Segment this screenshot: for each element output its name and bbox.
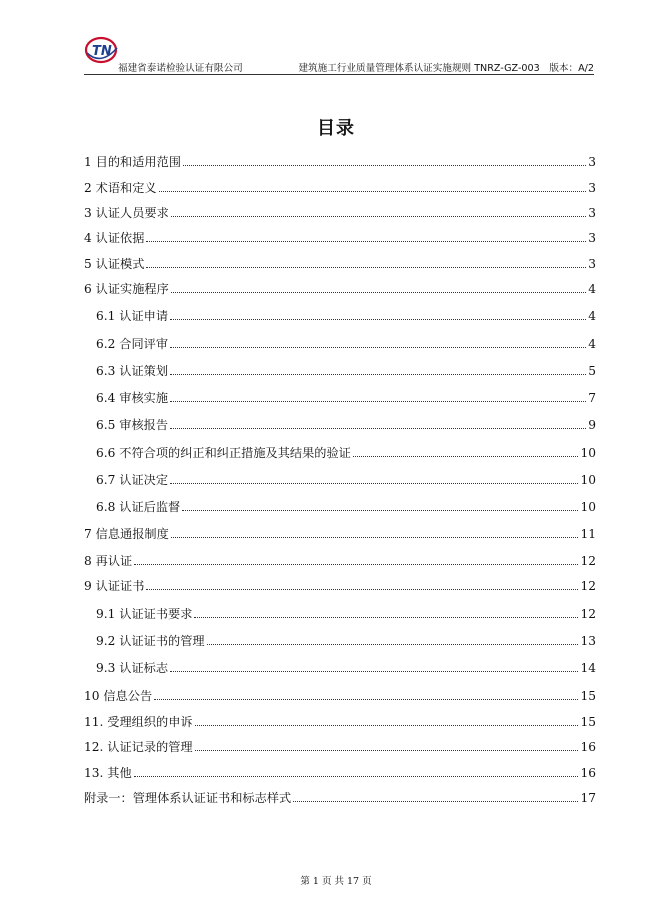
- toc-entry-page: 13: [580, 634, 596, 648]
- toc-dot-leader: [195, 725, 579, 726]
- toc-dot-leader: [293, 801, 578, 802]
- toc-entry[interactable]: [96, 497, 596, 515]
- toc-dot-leader: [182, 510, 578, 511]
- toc-dot-leader: [146, 267, 586, 268]
- toc-entry[interactable]: [84, 737, 596, 755]
- toc-dot-leader: [171, 216, 586, 217]
- page-header: [84, 36, 594, 76]
- toc-entry-page: 14: [580, 661, 596, 675]
- toc-entry-label: 6.2 合同评审: [96, 337, 169, 351]
- toc-entry-label: 9.1 认证证书要求: [96, 607, 193, 621]
- header-divider: [84, 74, 594, 75]
- toc-entry[interactable]: [84, 524, 596, 542]
- toc-entry-label: 1 目的和适用范围: [84, 155, 181, 169]
- toc-entry-page: 7: [588, 391, 596, 405]
- toc-entry-page: 11: [580, 527, 596, 541]
- toc-entry-page: 10: [580, 500, 596, 514]
- toc-dot-leader: [195, 750, 579, 751]
- toc-dot-leader: [194, 617, 578, 618]
- toc-entry[interactable]: [84, 178, 596, 196]
- toc-entry-label: 6.6 不符合项的纠正和纠正措施及其结果的验证: [96, 446, 351, 460]
- toc-entry-page: 10: [580, 446, 596, 460]
- toc-entry-page: 17: [580, 791, 596, 805]
- toc-entry[interactable]: [96, 388, 596, 406]
- toc-entry-label: 12. 认证记录的管理: [84, 740, 193, 754]
- toc-dot-leader: [353, 456, 579, 457]
- toc-dot-leader: [170, 319, 586, 320]
- toc-entry-page: 16: [580, 740, 596, 754]
- toc-entry-label: 8 再认证: [84, 554, 133, 568]
- toc-entry-label: 6.1 认证申请: [96, 309, 169, 323]
- toc-entry[interactable]: [84, 254, 596, 272]
- toc-dot-leader: [171, 292, 586, 293]
- page-footer: 第 1 页 共 17 页: [300, 876, 372, 887]
- toc-dot-leader: [154, 699, 578, 700]
- toc-entry[interactable]: [84, 279, 596, 297]
- toc-entry[interactable]: [96, 334, 596, 352]
- toc-entry[interactable]: [96, 415, 596, 433]
- toc-entry-label: 7 信息通报制度: [84, 527, 169, 541]
- toc-entry-label: 10 信息公告: [84, 689, 153, 703]
- toc-entry-label: 6 认证实施程序: [84, 282, 169, 296]
- toc-entry-page: 3: [588, 206, 596, 220]
- toc-entry-label: 2 术语和定义: [84, 181, 157, 195]
- toc-entry-page: 12: [580, 554, 596, 568]
- toc-dot-leader: [134, 564, 578, 565]
- toc-dot-leader: [159, 191, 587, 192]
- toc-dot-leader: [171, 537, 579, 538]
- toc-entry-label: 3 认证人员要求: [84, 206, 169, 220]
- toc-entry[interactable]: [96, 443, 596, 461]
- toc-entry-label: 9.2 认证证书的管理: [96, 634, 205, 648]
- toc-entry-page: 4: [588, 309, 596, 323]
- toc-entry-page: 9: [588, 418, 596, 432]
- header-company-name: 福建省泰诺检验认证有限公司: [118, 63, 243, 74]
- toc-entry-label: 11. 受理组织的申诉: [84, 715, 193, 729]
- page-title: 目录: [317, 118, 355, 139]
- toc-entry-label: 6.5 审核报告: [96, 418, 169, 432]
- toc-entry[interactable]: [96, 306, 596, 324]
- toc-entry[interactable]: [84, 152, 596, 170]
- toc-dot-leader: [183, 165, 586, 166]
- toc-entry-label: 9 认证证书: [84, 579, 145, 593]
- toc-entry[interactable]: [84, 763, 596, 781]
- toc-dot-leader: [170, 347, 586, 348]
- toc-dot-leader: [170, 671, 578, 672]
- toc-entry-page: 5: [588, 364, 596, 378]
- toc-entry-label: 5 认证模式: [84, 257, 145, 271]
- toc-entry-page: 4: [588, 337, 596, 351]
- toc-entry-label: 6.3 认证策划: [96, 364, 169, 378]
- toc-entry-label: 6.7 认证决定: [96, 473, 169, 487]
- toc-dot-leader: [146, 241, 586, 242]
- toc-entry[interactable]: [96, 658, 596, 676]
- toc-entry[interactable]: [96, 470, 596, 488]
- toc-entry[interactable]: [96, 604, 596, 622]
- toc-dot-leader: [207, 644, 579, 645]
- toc-entry-page: 12: [580, 579, 596, 593]
- company-logo: [84, 36, 120, 64]
- toc-dot-leader: [146, 589, 578, 590]
- toc-entry-label: 13. 其他: [84, 766, 132, 780]
- toc-dot-leader: [134, 776, 579, 777]
- toc-entry-page: 3: [588, 181, 596, 195]
- toc-entry[interactable]: [84, 686, 596, 704]
- toc-entry-page: 12: [580, 607, 596, 621]
- logo-text: TN: [92, 44, 112, 59]
- toc-entry[interactable]: [84, 228, 596, 246]
- toc-entry-page: 3: [588, 257, 596, 271]
- toc-entry-label: 6.8 认证后监督: [96, 500, 181, 514]
- toc-dot-leader: [170, 401, 586, 402]
- toc-dot-leader: [170, 374, 586, 375]
- header-document-info: 建筑施工行业质量管理体系认证实施规则 TNRZ-GZ-003 版本：A/2: [298, 63, 594, 74]
- toc-entry-label: 附录一：管理体系认证证书和标志样式: [84, 791, 292, 805]
- toc-entry[interactable]: [84, 712, 596, 730]
- toc-entry-label: 9.3 认证标志: [96, 661, 169, 675]
- toc-entry-label: 4 认证依据: [84, 231, 145, 245]
- toc-entry[interactable]: [96, 631, 596, 649]
- toc-entry[interactable]: [84, 576, 596, 594]
- toc-entry-label: 6.4 审核实施: [96, 391, 169, 405]
- toc-entry-page: 4: [588, 282, 596, 296]
- toc-entry[interactable]: [96, 361, 596, 379]
- toc-entry-page: 3: [588, 231, 596, 245]
- toc-entry-page: 3: [588, 155, 596, 169]
- toc-entry[interactable]: [84, 788, 596, 806]
- toc-entry[interactable]: [84, 203, 596, 221]
- toc-entry-page: 15: [580, 689, 596, 703]
- toc-entry-page: 10: [580, 473, 596, 487]
- toc-entry-page: 15: [580, 715, 596, 729]
- toc-dot-leader: [170, 428, 586, 429]
- toc-entry[interactable]: [84, 551, 596, 569]
- toc-entry-page: 16: [580, 766, 596, 780]
- toc-dot-leader: [170, 483, 578, 484]
